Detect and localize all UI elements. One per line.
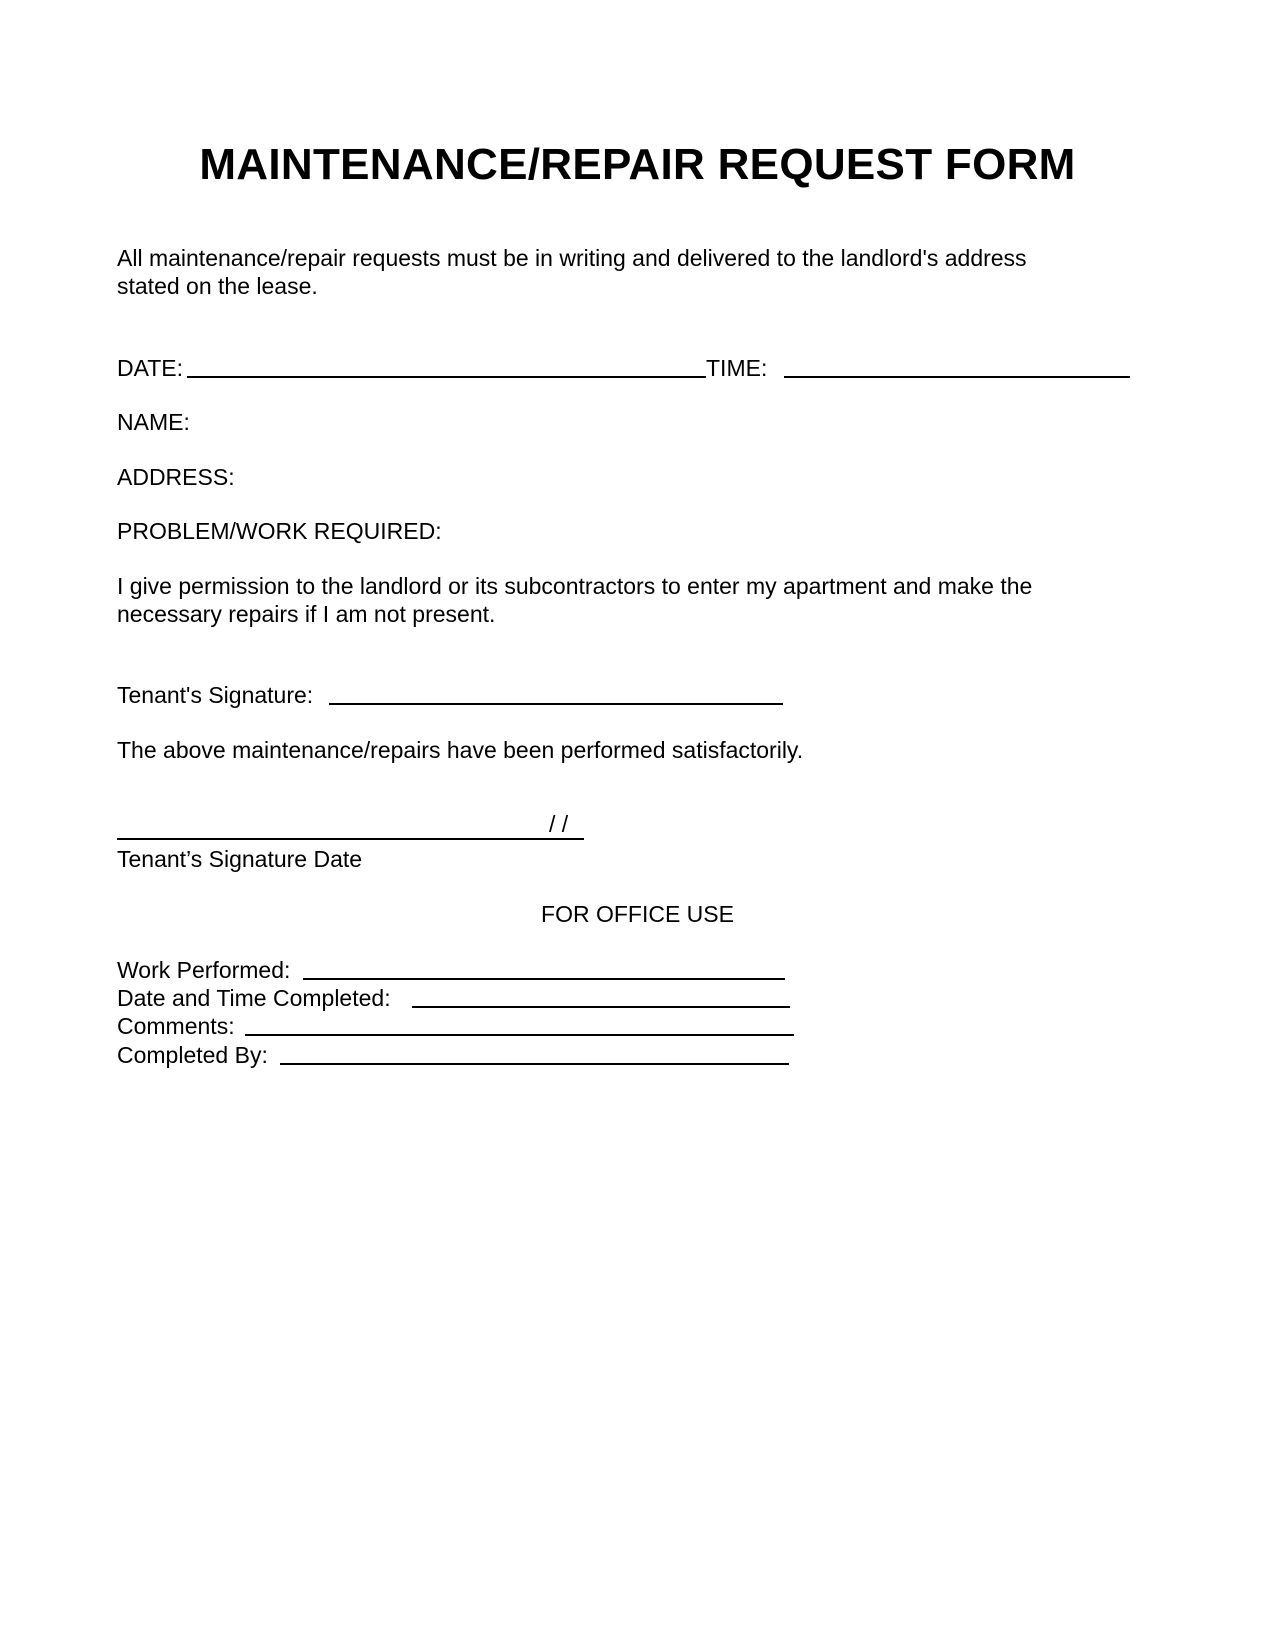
date-field-line[interactable] xyxy=(187,376,706,378)
comments-line[interactable] xyxy=(245,1034,794,1036)
form-title: MAINTENANCE/REPAIR REQUEST FORM xyxy=(199,140,1076,189)
intro-line-1: All maintenance/repair requests must be in writing and delivered to the landlord's address xyxy=(117,245,1027,271)
date-label: DATE: xyxy=(117,355,184,381)
signature-date-line[interactable] xyxy=(117,838,584,840)
intro-line-2: stated on the lease. xyxy=(117,273,318,299)
office-use-heading: FOR OFFICE USE xyxy=(541,901,734,927)
tenant-signature-line[interactable] xyxy=(329,703,783,705)
completed-by-label: Completed By: xyxy=(117,1042,268,1068)
date-slashes: / / xyxy=(549,811,569,837)
address-label: ADDRESS: xyxy=(117,464,235,490)
problem-label: PROBLEM/WORK REQUIRED: xyxy=(117,518,442,544)
signature-date-caption: Tenant’s Signature Date xyxy=(117,846,363,872)
time-label: TIME: xyxy=(706,355,768,381)
completed-by-line[interactable] xyxy=(280,1063,789,1065)
date-time-completed-label: Date and Time Completed: xyxy=(117,985,391,1011)
tenant-signature-label: Tenant's Signature: xyxy=(117,682,314,708)
satisfaction-statement: The above maintenance/repairs have been performed satisfactorily. xyxy=(117,737,804,763)
work-performed-label: Work Performed: xyxy=(117,957,291,983)
work-performed-line[interactable] xyxy=(303,978,785,980)
permission-line-2: necessary repairs if I am not present. xyxy=(117,601,496,627)
date-time-completed-line[interactable] xyxy=(412,1006,790,1008)
name-label: NAME: xyxy=(117,409,190,435)
permission-line-1: I give permission to the landlord or its subcontractors to enter my apartment and make the xyxy=(117,573,1033,599)
time-field-line[interactable] xyxy=(784,376,1130,378)
comments-label: Comments: xyxy=(117,1013,235,1039)
